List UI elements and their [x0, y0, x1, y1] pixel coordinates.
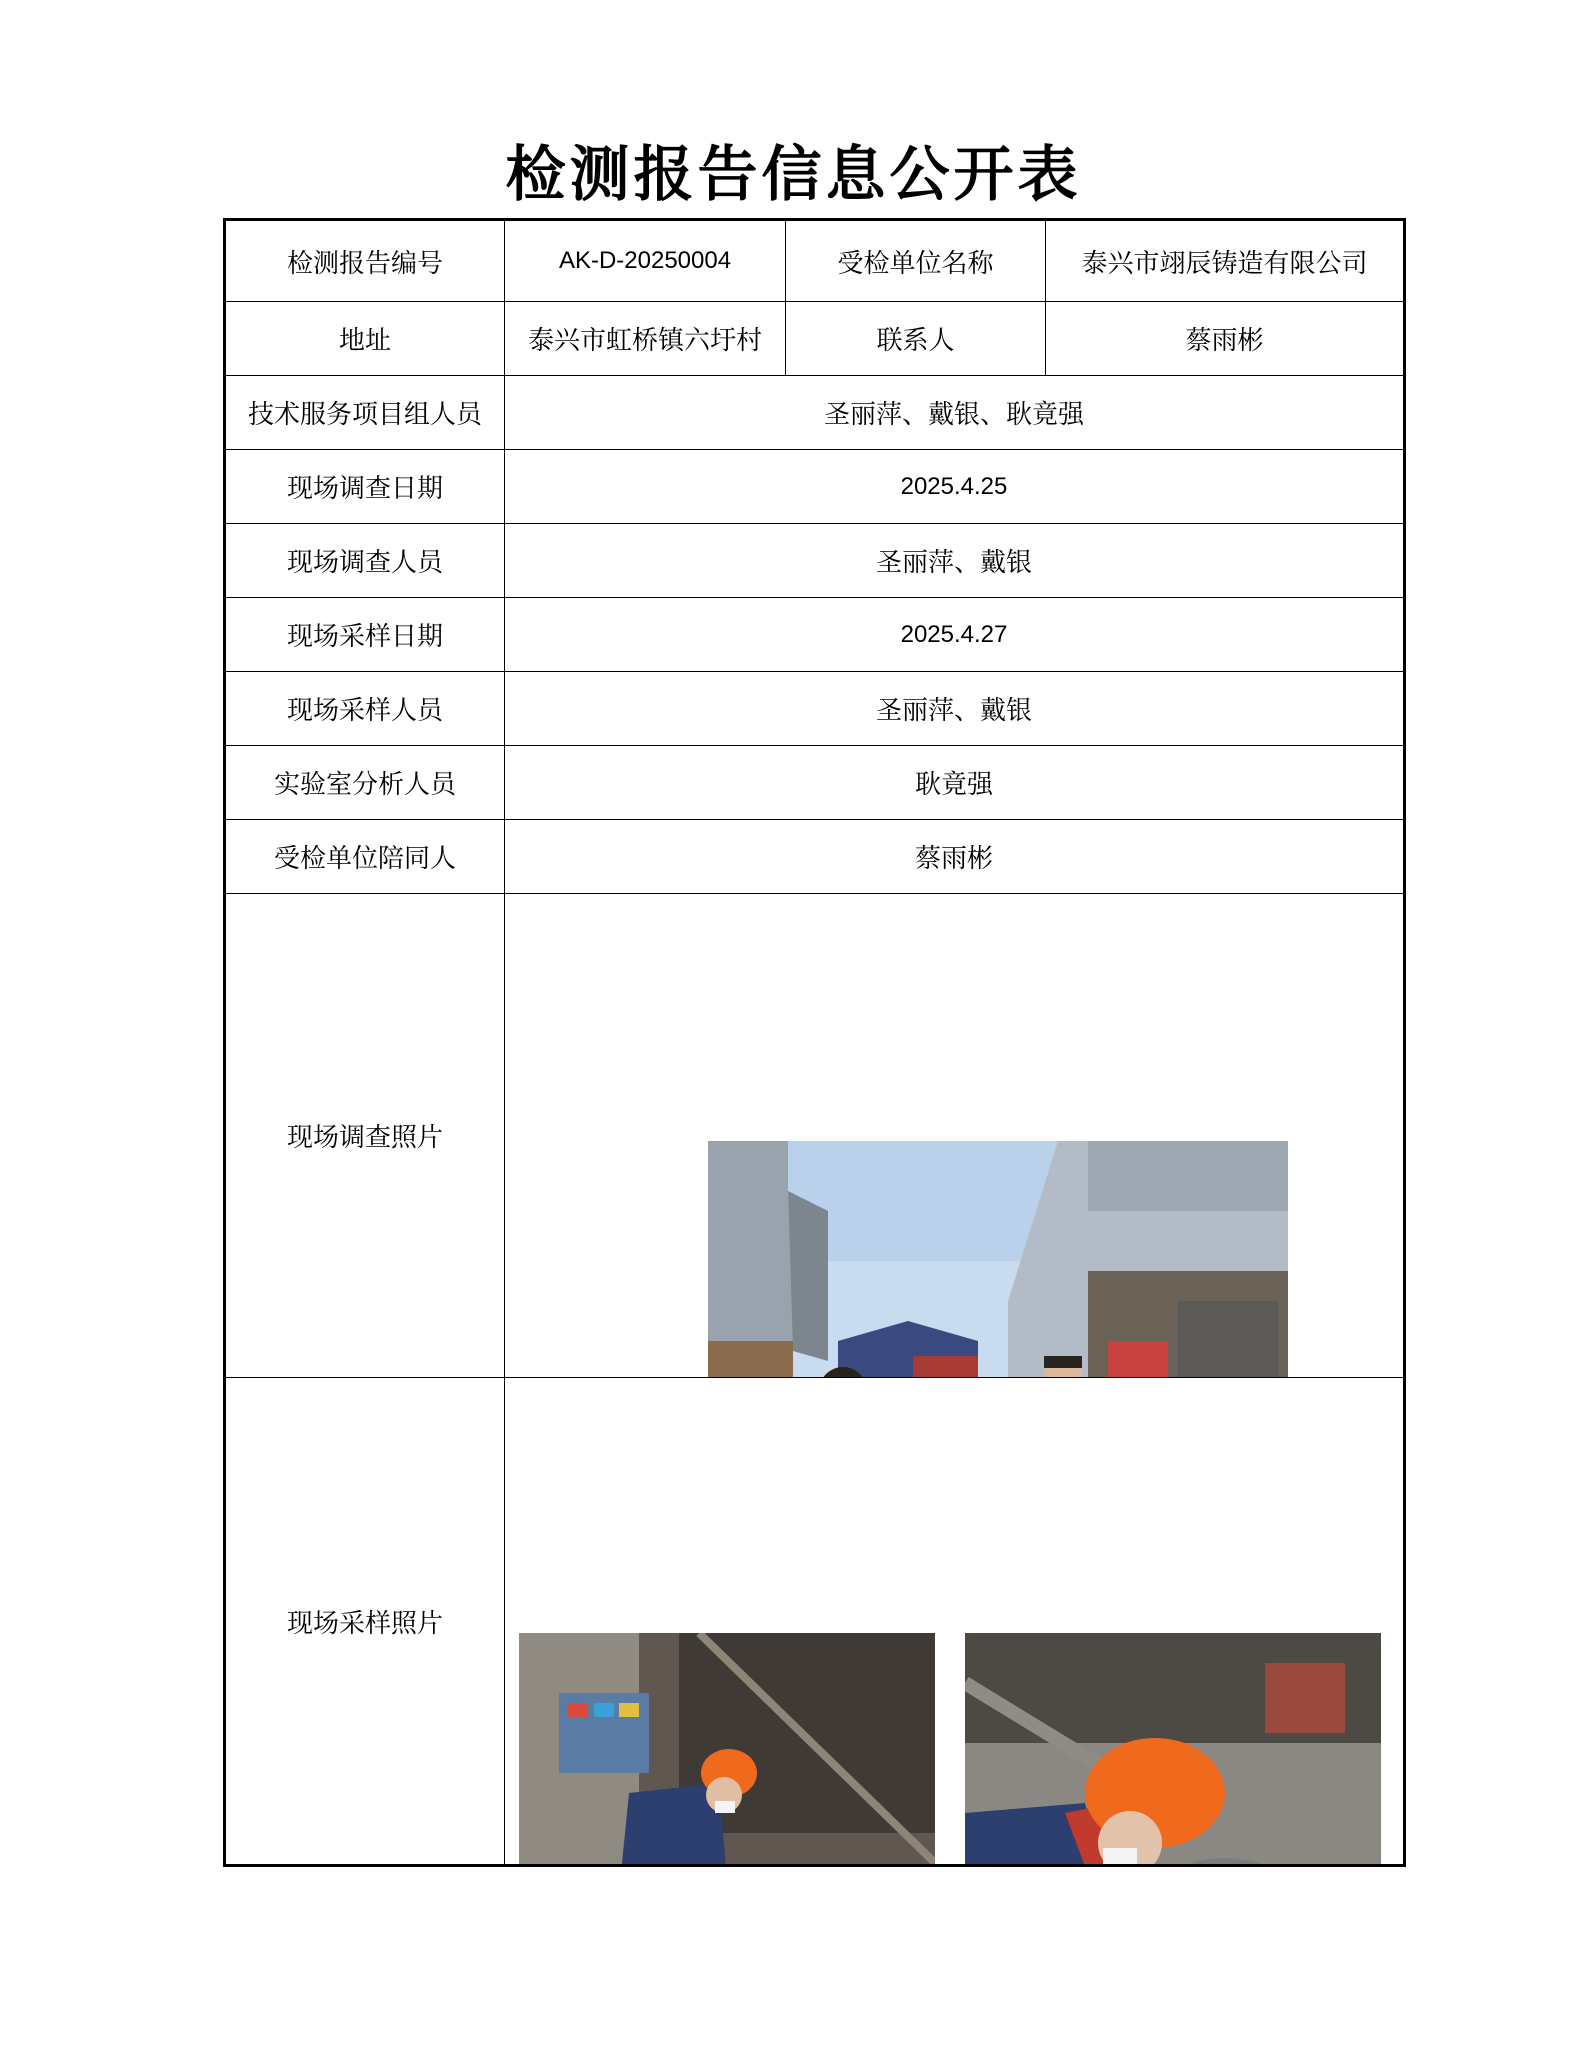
table-row: [225, 1378, 1405, 1866]
survey-date-value: 2025.4.25: [505, 450, 1405, 524]
contact-label: 联系人: [786, 302, 1046, 376]
sample-photo-left: [519, 1633, 935, 1866]
survey-photo: [708, 1141, 1288, 1378]
table-row: [225, 820, 1405, 894]
report-no-value: AK-D-20250004: [505, 220, 786, 302]
escort-value: 蔡雨彬: [505, 820, 1405, 894]
lab-staff-label: 实验室分析人员: [225, 746, 505, 820]
sample-staff-value: 圣丽萍、戴银: [505, 672, 1405, 746]
survey-date-label: 现场调查日期: [225, 450, 505, 524]
lab-staff-value: 耿竟强: [505, 746, 1405, 820]
table-row: [225, 746, 1405, 820]
sample-staff-label: 现场采样人员: [225, 672, 505, 746]
sample-date-value: 2025.4.27: [505, 598, 1405, 672]
unit-label: 受检单位名称: [786, 220, 1046, 302]
survey-staff-label: 现场调查人员: [225, 524, 505, 598]
table-row: [225, 376, 1405, 450]
sample-photo-label: 现场采样照片: [225, 1378, 505, 1866]
unit-value: 泰兴市翊辰铸造有限公司: [1046, 220, 1405, 302]
page-title: 检测报告信息公开表: [505, 140, 1082, 210]
survey-photo-cell: [505, 894, 1405, 1378]
contact-value: 蔡雨彬: [1046, 302, 1405, 376]
survey-staff-value: 圣丽萍、戴银: [505, 524, 1405, 598]
table-row: [225, 220, 1405, 302]
table-row: [225, 302, 1405, 376]
address-label: 地址: [225, 302, 505, 376]
table-row: [225, 672, 1405, 746]
report-info-table: [223, 218, 1406, 1867]
survey-photo-label: 现场调查照片: [225, 894, 505, 1378]
table-row: [225, 450, 1405, 524]
team-label: 技术服务项目组人员: [225, 376, 505, 450]
sample-date-label: 现场采样日期: [225, 598, 505, 672]
address-value: 泰兴市虹桥镇六圩村: [505, 302, 786, 376]
team-value: 圣丽萍、戴银、耿竟强: [505, 376, 1405, 450]
table-row: [225, 894, 1405, 1378]
sample-photo-right: [965, 1633, 1381, 1866]
escort-label: 受检单位陪同人: [225, 820, 505, 894]
table-row: [225, 598, 1405, 672]
table-row: [225, 524, 1405, 598]
sample-photo-cell: [505, 1378, 1405, 1866]
report-no-label: 检测报告编号: [225, 220, 505, 302]
